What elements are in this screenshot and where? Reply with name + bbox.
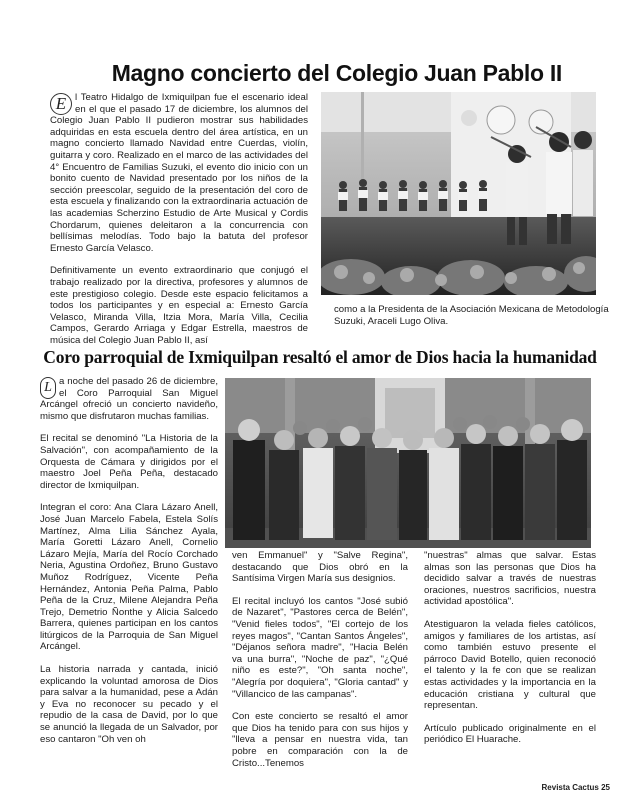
article2-paragraph: Con este concierto se resaltó el amor que Dios ha tenido para con sus hijos y "lleva a pensar en nuestra vida, tan pobre en comparación con la de Cristo...Tenemos: [232, 711, 408, 769]
choir-photo-graphic: [225, 378, 591, 548]
article2-column-1: [40, 376, 218, 745]
article2-paragraph: L a noche del pasado 26 de diciembre, el Coro Parroquial San Miguel Arcángel ofreció un concierto navideño, mismo que disfrutaron muchas familias.: [40, 376, 218, 422]
concert-stage-photo: [321, 92, 596, 295]
article2-paragraph: Integran el coro: Ana Clara Lázaro Anell, José Juan Marcelo Fabela, Estela Solís Martínez, Alma Lilia Sánchez Ayala, María Goretti Lázaro Anell, Cornelio Lázaro Mejía, María del Rocío Corchado Neria, Agustina Ordoñez, Bruno Gustavo Muñoz Rodríguez, Vicente Peña Hernández, Antonia Peña Palma, Pablo Peña de la Cruz, Milene Alejandra Peña Trejo, Demetrio Ñonthe y Alicia Salcedo Barrera, quienes participan en los cantos litúrgicos de la Parroquia de San Miguel Arcángel.: [40, 502, 218, 653]
article2-column-3: [424, 550, 596, 746]
article2-paragraph: ven Emmanuel" y "Salve Regina", destacando que Dios obró en la Santísima Virgen María sus designios.: [232, 550, 408, 585]
article2-paragraph: La historia narrada y cantada, inició explicando la voluntad amorosa de Dios para salvar a la humanidad, pese a Adán y Eva no reconocer su pecado y el repudio de la casa de David, por lo que se anunció la llegada de un Salvador, por eso cantaron "Oh ven oh: [40, 664, 218, 745]
article1-paragraph-2: Definitivamente un evento extraordinario que conjugó el trabajo realizado por la directiva, profesores y alumnos de este prestigioso colegio. Desde este espacio felicitamos a todos los participantes y en especial a: Ernesto García Velasco, Miranda Villa, Itzia Mora, María Villa, Cecilia Campos, Gerardo Arriaga y Edgar Estrella, maestros de música del Colegio Juan Pablo II, así: [50, 265, 308, 346]
photo-caption: como a la Presidenta de la Asociación Mexicana de Metodología Suzuki, Araceli Lugo Oliva.: [334, 304, 609, 327]
dropcap: L: [40, 377, 56, 399]
stage-photo-graphic: [321, 92, 596, 295]
article2-paragraph: Atestiguaron la velada fieles católicos, amigos y familiares de los artistas, así como también estuvo presente el párroco David Botello, quien reconoció el talento y la fe con que se realizan estas actividades y la importancia en la educación cristiana y cultural que representan.: [424, 618, 596, 712]
article1-headline: Magno concierto del Colegio Juan Pablo II: [111, 60, 562, 86]
article2-paragraph: El recital se denominó "La Historia de la Salvación", con acompañamiento de la Orquesta de Cámara y dirigidos por el maestro Joel Peña Peña, destacado director de Ixmiquilpan.: [40, 433, 218, 491]
article2-paragraph: El recital incluyó los cantos "José subió de Nazaret", "Pastores cerca de Belén", "Venid fieles todos", "El cortejo de los reyes magos", "Cantan Santos Ángeles", "Déjanos señora madre", "Hacia Belén va una burra", "Noche de paz", "¿Qué niño es este?", "Oh santa noche", "Alegría por doquiera", "Gloria cantad" y "Villancico de las campanas".: [232, 595, 408, 700]
article2-paragraph: "nuestras" almas que salvar. Estas almas son las personas que Dios ha decidido salvar a través de nuestras oraciones, nuestros sacrificios, nuestra actividad apostólica".: [424, 550, 596, 608]
article1-body: [50, 92, 308, 346]
dropcap: E: [50, 93, 72, 115]
choir-group-photo: [225, 378, 591, 548]
article2-paragraph: Artículo publicado originalmente en el periódico El Huarache.: [424, 722, 596, 746]
article1-paragraph-1: E l Teatro Hidalgo de Ixmiquilpan fue el escenario ideal en el que el pasado 17 de diciembre, los alumnos del Colegio Juan Pablo II pudieron mostrar sus habilidades adquiridas en esta escuela dentro del área artística, en un magno concierto llamado Navidad entre Cuerdas, violín, guitarra y coro. Realizado en el marco de las actividades del 4° Encuentro de Familias Suzuki, el evento dio inicio con un bonito cuento de Navidad presentado por los niños de la sección preescolar, seguido de la presentación del coro de esta escuela y finalizando con la extraordinaria actuación de las academias Scherzino Estudio de Arte Musical y Cordis Chordarum, quienes deleitaron a la concurrencia con bellísimas melodías. Todo bajo la batuta del profesor Ernesto García Velasco.: [50, 92, 308, 254]
article2-headline: Coro parroquial de Ixmiquilpan resaltó el amor de Dios hacia la humanidad: [43, 347, 597, 367]
page-footer: Revista Cactus 25: [541, 783, 610, 792]
article2-column-2: [232, 550, 408, 769]
